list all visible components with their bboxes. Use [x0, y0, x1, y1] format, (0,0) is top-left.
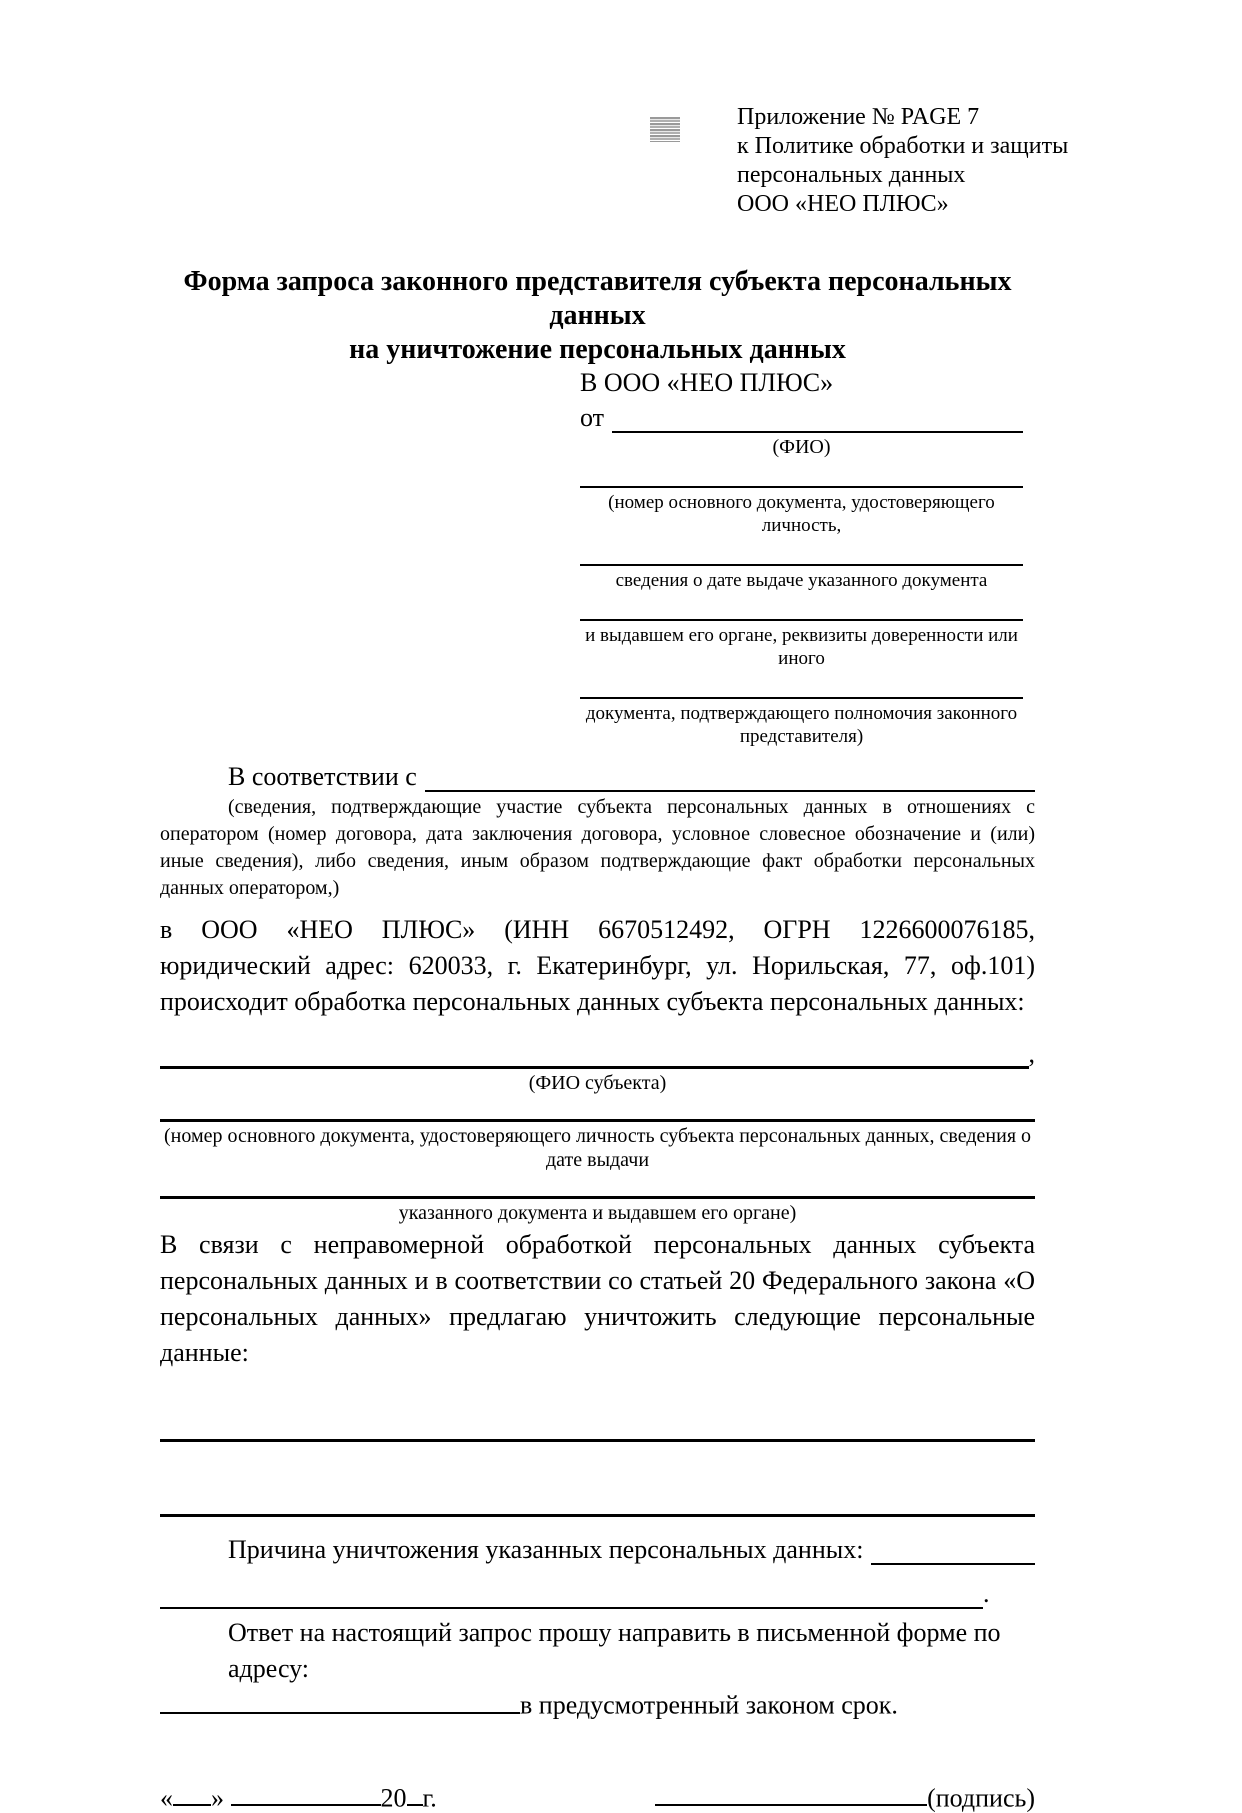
recipient-org: В ООО «НЕО ПЛЮС»: [580, 368, 834, 397]
from-label: от: [580, 403, 605, 432]
date-day-field[interactable]: [173, 1780, 211, 1807]
field-code-marker-icon: [650, 117, 680, 142]
date-group: [160, 1780, 437, 1813]
form-title-line-1: Форма запроса законного представителя субъекта персональных данных: [183, 266, 1012, 331]
appendix-line-4: ООО «НЕО ПЛЮС»: [737, 191, 949, 217]
accordance-row: [160, 760, 1035, 792]
subject-fio-caption: (ФИО субъекта): [528, 1072, 667, 1094]
representative-doc-field-1[interactable]: [580, 459, 1023, 488]
appendix-line-3: персональных данных: [737, 162, 966, 188]
reason-continuation-row: [160, 1577, 1035, 1609]
signature-group: [655, 1780, 1035, 1813]
date-open-quote: «: [160, 1783, 173, 1813]
recipient-block: [580, 367, 1023, 748]
subject-trailing-comma: ,: [1028, 1039, 1035, 1068]
representative-fio-field[interactable]: [612, 401, 1023, 433]
date-year-suffix: г.: [422, 1783, 437, 1813]
reason-trailing-period: .: [983, 1579, 990, 1608]
doc-caption-4: документа, подтверждающего полномочия законного представителя): [585, 703, 1018, 747]
reason-label: Причина уничтожения указанных персональных данных:: [228, 1535, 864, 1564]
date-month-field[interactable]: [231, 1780, 381, 1807]
subject-doc-caption-1: (номер основного документа, удостоверяющего личность субъекта персональных данных, сведения о дате выдачи: [163, 1125, 1032, 1171]
from-row: [580, 401, 1023, 433]
response-suffix: в предусмотренный законом срок.: [520, 1690, 898, 1720]
response-address-row: [160, 1687, 1035, 1724]
subject-doc-field-1[interactable]: [160, 1095, 1035, 1122]
accordance-field[interactable]: [425, 760, 1035, 792]
representative-doc-field-3[interactable]: [580, 592, 1023, 621]
destruction-paragraph: В связи с неправомерной обработкой персональных данных субъекта персональных данных и в соответствии со статьей 20 Федерального закона «О персональных данных» предлагаю уничтожить следующие персональные данные:: [160, 1230, 1035, 1367]
response-request-line: Ответ на настоящий запрос прошу направить в письменной форме по адресу:: [228, 1618, 1001, 1683]
accordance-label: В соответствии с: [228, 762, 417, 791]
date-year-field[interactable]: [407, 1780, 423, 1807]
reason-field[interactable]: [871, 1533, 1035, 1565]
subject-doc-field-2[interactable]: [160, 1172, 1035, 1199]
page-header: [160, 103, 1069, 221]
date-year-prefix: 20: [380, 1783, 407, 1813]
representative-doc-field-2[interactable]: [580, 537, 1023, 566]
fio-caption: (ФИО): [772, 436, 831, 458]
doc-caption-2: сведения о дате выдаче указанного документа: [615, 570, 988, 591]
reason-row: [160, 1533, 1035, 1565]
operator-paragraph: в ООО «НЕО ПЛЮС» (ИНН 6670512492, ОГРН 1226600076185, юридический адрес: 620033, г. Екатеринбург, ул. Норильская, 77, оф.101) происходит обработка персональных данных субъекта персональных данных:: [160, 915, 1035, 1016]
form-title: [160, 265, 1035, 367]
appendix-line-2: к Политике обработки и защиты: [737, 133, 1069, 159]
subject-doc-caption-2: указанного документа и выдавшем его органе): [398, 1202, 797, 1224]
response-address-field[interactable]: [160, 1687, 520, 1714]
appendix-line-1: Приложение № PAGE 7: [737, 104, 980, 130]
data-to-destroy-field-1[interactable]: [160, 1409, 1035, 1442]
accordance-note: (сведения, подтверждающие участие субъекта персональных данных в отношениях с оператором (номер договора, дата заключения договора, условное словесное обозначение и (или) иные сведения), либо сведения, иным образом подтверждающие факт обработки персональных данных оператором,): [160, 796, 1035, 899]
date-close-quote: »: [211, 1783, 224, 1813]
reason-continuation-field[interactable]: [160, 1577, 983, 1609]
footer-row: [160, 1780, 1035, 1813]
doc-caption-1: (номер основного документа, удостоверяющего личность,: [608, 492, 995, 536]
data-to-destroy-field-2[interactable]: [160, 1484, 1035, 1517]
doc-caption-3: и выдавшем его органе, реквизиты доверенности или иного: [585, 625, 1018, 669]
subject-fio-field[interactable]: [160, 1036, 1029, 1069]
subject-fio-row: [160, 1036, 1035, 1069]
representative-doc-field-4[interactable]: [580, 670, 1023, 699]
appendix-block: [737, 103, 1068, 219]
signature-caption: (подпись): [927, 1783, 1035, 1813]
form-title-line-2: на уничтожение персональных данных: [349, 334, 846, 365]
signature-field[interactable]: [655, 1780, 927, 1807]
